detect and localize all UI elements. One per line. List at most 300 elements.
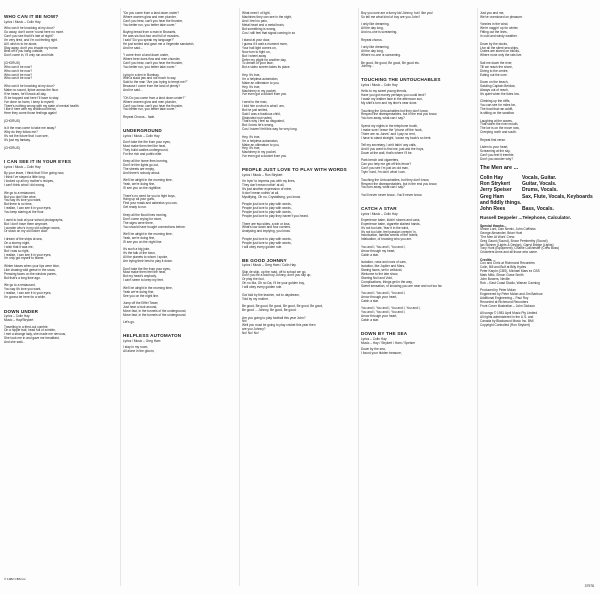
song-title-down-under: DOWN UNDER [4, 308, 39, 314]
lyric-line: Well you must be going to play cricket this year then [242, 323, 316, 328]
lyric-line: Where no-one is screaming. [361, 53, 401, 58]
lyric-line: But that's a long time ago. [4, 275, 41, 280]
lyric-line: Till we reach the shore, [480, 64, 513, 69]
verse [361, 159, 475, 175]
lyric-line: Get ready to run. [123, 205, 147, 210]
verse [242, 317, 356, 337]
lyric-line: Just hear a look around, [123, 304, 158, 309]
lyric-line: Jump off the Eiffel Tower, [123, 301, 159, 306]
lyric-line: Buying bread from a man in Brussels, [123, 30, 177, 35]
verse [242, 39, 356, 70]
lyric-line: Catch a star. [361, 318, 379, 323]
lyric-line: I'm only got myself to blame. [4, 256, 45, 261]
lyric-line: Make an ultimatum to you, [242, 80, 280, 85]
extra-credit: Russell Deppeler ...Telephone, Calculator. [480, 214, 572, 220]
lyric-line: I've even got a docket from you. [242, 154, 288, 159]
lyric-line: Is sitting on the sandbar. [480, 111, 515, 115]
lyric-line: I wash my leather face in the afternoon sun, [361, 97, 423, 102]
lyric-line: And he said... [123, 45, 143, 50]
lyric-line: All the day long, [361, 26, 384, 31]
lyric-line: I met a strange lady, she made me nervous, [4, 332, 66, 337]
lyric-line: Said I was a fractious child, [242, 111, 281, 116]
lyric-line: The ice is on the move now, [480, 126, 520, 131]
lyric-line: Where none only the rats live. [480, 53, 523, 58]
song-credit: Lyrics / Music – Colin Hay [361, 83, 398, 88]
lyric-line: All the day long, [361, 49, 384, 54]
lyric-line: Go away, don't come 'round here no more. [4, 29, 64, 34]
lyric-line: Additional Engineering – Paul Roy [480, 296, 529, 301]
lyric-line: 'The Men At Work' Crew: [480, 234, 515, 239]
verse [361, 23, 475, 35]
lyric-line: Because I come from the land of plenty? [123, 84, 181, 89]
lyric-line: Machines they can see in the night, [242, 14, 292, 19]
lyric-line: She took me in and gave me breakfast, [4, 336, 60, 341]
lyric-line: People just love to play with words, [242, 202, 292, 207]
lyric-line: You turn away, what can I say? [361, 185, 405, 190]
lyric-line: By your leave, I think that I'll be going now, [4, 171, 65, 176]
band-members [480, 175, 596, 213]
lyric-line: We'll be alright in the morning time, [123, 232, 173, 236]
lyric-line: Don't let the lights go out, [123, 162, 159, 167]
lyric-line: Distrusted not rusted, [242, 115, 273, 120]
lyric-line: Arrow through my heart, [361, 248, 396, 253]
lyric-line: On a hippie trail, head full of zombie, [4, 328, 56, 333]
lyric-line: Simon Lord, Dan Nemix, John Coffiniss [480, 226, 536, 231]
lyric-line: I've even got a docket from you. [242, 92, 288, 97]
lyric-line: You better run, you better take cover." [123, 22, 177, 27]
lyric-line: We've overdosed on pleasure. [480, 14, 523, 19]
lyric-line: But he just smiled, [242, 107, 269, 112]
lyric-line: If he hears, he'll knock all day, [4, 91, 47, 96]
verse [361, 144, 475, 156]
lyric-line: I said "Do you speak my language?" [123, 38, 175, 43]
column-divider [358, 8, 359, 586]
lyric-line: I have to stand straight, 'cause my back's so bent. [361, 135, 432, 140]
column-2 [123, 12, 237, 354]
lyric-line: They don't mean nothin' at all, [242, 183, 285, 188]
lyric-line: All the planets to whom I spoke, [123, 255, 169, 260]
verse [123, 97, 237, 113]
lyric-line: I only like dreaming, [361, 22, 390, 27]
lyric-line: Experience babe, cigarette stained hands, [361, 221, 421, 226]
lyric-line: My shirt's torn and my time's near done. [361, 101, 418, 106]
lyric-line: They build castles underground, [123, 147, 169, 152]
lyric-line: You and I, You and I, You and I, [361, 244, 406, 249]
lyric-line: Said to the man "Are you trying to tempt me?" [123, 80, 188, 85]
lyric-line: Respect the disrespectables, but in the end you know, [361, 112, 438, 117]
lyric-line: Yeah, we're doing fine, [123, 182, 156, 187]
lyric-line: Cos I still feel that signal coming in so [242, 30, 296, 35]
lyric-line: Touching the Untouchables but they don't know, [361, 108, 429, 113]
lyric-line: Analysing and implying, you know. [242, 229, 291, 234]
lyric-line: On a stormy night, [4, 240, 31, 245]
lyric-line: You turn away, what can I say? [361, 116, 405, 121]
lyric-line: Who can it be knocking at my door? [4, 83, 55, 88]
lyric-line: Make an ultimatum to you, [242, 142, 280, 147]
lyric-line: I'm gonna be here for a while. [4, 294, 46, 299]
lyric-line: Can't you see I'm just an old man, [361, 166, 409, 171]
lyric-line: Eating out the core. [480, 72, 508, 77]
lyric-line: Defer my plight for another day, [242, 57, 287, 62]
lyric-line: I've done no harm, I keep to myself, [4, 99, 55, 104]
lyric-line: But I was so right, [4, 248, 30, 253]
lyric-line: And no-one is screaming. [361, 30, 398, 35]
lyric-line: Keep all the flood lines moving, [123, 212, 168, 217]
lyric-line: I'll see you on the nightline. [123, 186, 162, 191]
verse [242, 223, 356, 235]
verse [361, 246, 475, 258]
lyric-line: Peter Karpin (CBS), Michael Mars ex CBS [480, 269, 540, 274]
lyric-line: And if you want to find me, just ask the boys, [361, 147, 425, 151]
lyric-line: I think I've stayed a little long. [4, 175, 46, 180]
column-divider [239, 8, 240, 586]
verse [123, 233, 237, 245]
verse [361, 125, 475, 141]
lyric-line: Keep all the home fires burning, [123, 159, 169, 164]
lyric-line: The boat that ran adrift, [480, 107, 514, 112]
verse [242, 294, 356, 302]
lyric-line: People just love to play with words, [242, 240, 292, 245]
lyric-line: Yeah, we're doing fine, [123, 235, 156, 240]
lyric-line: Can't you feel it tremble, [480, 153, 515, 158]
lyric-line: Catch a star. [361, 252, 379, 257]
lyric-line: To dream of your face, [242, 61, 274, 66]
verse [242, 136, 356, 159]
lyric-line: You say it's love you want, [4, 198, 42, 203]
lyric-line: Listen to your heart, [480, 145, 509, 150]
lyric-line: Hey, it's true, [242, 134, 261, 139]
lyric-line: Don't take the fire from your eyes, [123, 266, 171, 271]
lyric-line: Recorded at Richmond Recorders [480, 300, 529, 305]
lyric-line: Welcome to the late show, [361, 271, 399, 276]
recording-credits [480, 262, 596, 285]
verse [361, 46, 475, 58]
verse [123, 195, 237, 211]
song-credit: Lyrics / Music – Greg Ham / Colin Hay [242, 263, 296, 268]
song-title-who-can-it-be-now: WHO CAN IT BE NOW? [4, 14, 59, 19]
verse [4, 172, 118, 188]
lyric-line: You can see for miles far, [480, 103, 516, 108]
lyric-line: All I wish is to be alone, [4, 41, 38, 46]
lyric-line: All songs © 1981 April Music Pty Limited [480, 311, 538, 316]
lyric-line: Live all the silent sea ships, [480, 45, 519, 50]
lyric-line: And I feel no pain, [242, 18, 268, 23]
band-heading: The Men are ... [480, 164, 519, 171]
lyric-line: Can't you hear, can't you hear the thunder, [123, 18, 183, 23]
lyric-line: Be good, Be good, Be good, Be good, Be good, Be good, [242, 304, 323, 309]
lyric-line: Is it the man come to take me away? [4, 126, 56, 131]
lyric-line: I'm very tired, and I'm not feeling right. [4, 37, 58, 42]
lyric-line: Can't you hear, can't you hear the thunder, [123, 61, 183, 66]
lyric-line: All alone in the gloom, [123, 349, 155, 354]
verse [123, 54, 237, 70]
song-credit: Lyrics / Music – Colin Hay [4, 165, 41, 170]
lyric-line: No! [242, 319, 247, 324]
verse [123, 12, 237, 28]
lyric-line: There are two sides, a win or loss, [242, 221, 291, 226]
lyric-line: I realise, I can see it in your eyes, [4, 290, 52, 295]
song-title-underground: UNDERGROUND [123, 127, 162, 133]
song-credit: Lyrics / Music – Colin Hay [361, 211, 398, 216]
verse [242, 305, 356, 313]
lyric-line: I only like dreaming, [361, 45, 390, 50]
lyric-line: In cold and windy weather. [480, 34, 518, 39]
lyric-line: You'll never never know...You'll never know. [361, 192, 423, 197]
verse [123, 302, 237, 318]
lyric-line: Don't come in, I'll only run and hide. [4, 53, 55, 58]
verse [4, 66, 118, 82]
lyric-line: I realise, I can see it in your eyes, [4, 206, 52, 211]
lyric-line: Who can it be now? [4, 76, 32, 81]
verse [123, 31, 237, 51]
song-credit: Music – Hay/Strykert [4, 318, 34, 323]
column-divider [477, 8, 478, 586]
lyric-line: Down at the wall, that's where I'll be. [361, 150, 413, 155]
lyric-line: Down by the docks, [480, 41, 508, 46]
lyric-line: I'm tryin' to impress you with my lines, [242, 179, 296, 184]
lyric-line: I guess if it wait a moment more, [242, 41, 288, 46]
lyric-line: I'll see you on the night line. [123, 239, 163, 244]
verse [4, 27, 118, 58]
song-credit: Lyrics – Colin Hay [361, 336, 387, 341]
lyric-line: Can't you hear, can't you hear the thunder, [123, 103, 183, 108]
verse [4, 85, 118, 116]
verse [480, 146, 596, 162]
lyric-line: Now turn to fight on, [242, 49, 271, 54]
verse [242, 101, 356, 132]
column-3 [242, 12, 356, 336]
lyric-line: But I don't have them anymore, [4, 221, 49, 226]
lyric-line: Con and Chris at Richmond Recorders [480, 261, 535, 266]
lyric-line: What's low down and four corners, [242, 225, 291, 230]
lyric-line: It's not too late, feel passion creepin' in, [361, 229, 417, 234]
lyric-line: He just smiled and gave me a Vegemite sandwich, [123, 41, 195, 46]
lyric-line: That storm the river mouth, [480, 122, 519, 127]
special-thanks-label: Special thanks... [480, 223, 507, 228]
lyric-line: Arrow through your heart, [361, 314, 398, 319]
lyric-line: You should have bought connections before. [123, 224, 186, 229]
lyric-line: Where women glow and men plunder, [123, 14, 177, 19]
lyric-line: Spend my nights in the telephone booth, [361, 123, 419, 128]
song-title-be-good-johnny: BE GOOD JOHNNY [242, 257, 287, 263]
lyric-line: Boy you sure are a funny kid Johnny, but I like you! [361, 11, 433, 15]
lyric-line: Screaming at the sky, [480, 149, 511, 154]
lyric-line: I realise, I can see it in your eyes, [4, 252, 52, 257]
verse [361, 307, 475, 323]
verse [361, 194, 475, 198]
lyric-line: Move fast, in the tunnels of the underground, [123, 308, 187, 313]
lyric-line: I'm a helpless automaton, [242, 138, 279, 143]
verse [123, 179, 237, 191]
song-title-touching: TOUCHING THE UNTOUCHABLES [361, 77, 441, 83]
lyric-line: Saluting Captain Beldow, [480, 83, 516, 88]
verse [480, 120, 596, 136]
lyric-line: Staring faces, set in celluloid, [361, 268, 403, 272]
lyric-line: Infatuation, of knowing who you are. [361, 237, 413, 242]
verse [361, 348, 475, 356]
lyric-line: Ian Skinner (Lights & Design), Garryl Bridge (Lights) [480, 242, 554, 247]
lyric-line: Down on the beach, [480, 80, 509, 85]
lyric-line: You better run, you better take cover." [123, 65, 177, 70]
lyric-line: There are no Jones" and I pay no rent, [361, 131, 416, 136]
lyric-line: Oh no Ma, Oh no Da, I'll be your golden boy, [242, 281, 305, 286]
lyric-line: Machinery in my pocket, [242, 150, 277, 155]
lyric-line: Why do they follow me? [4, 130, 38, 135]
lyric-line: Canada by Blackwood Music Inc. BMI [480, 319, 534, 324]
lyric-line: But I wheel away [242, 53, 267, 58]
lyric-line: I'll be trapped and here I'll have to stay. [4, 95, 60, 100]
lyric-line: I went to the man, [242, 99, 268, 104]
lyric-line: I found your hidden treasure, [361, 350, 402, 355]
lyric-line: Can't you see that it's late at night? [4, 33, 54, 38]
lyric-line: We'll be alright in the morning time, [123, 285, 173, 290]
lyric-line: Colin, Bill and Bulf at Billy Hydes [480, 265, 527, 270]
lyric-line: Make no sound, tiptoe across the floor. [4, 87, 59, 92]
lyric-line: Be good, Be good, Be good, Be good etc. [361, 60, 420, 65]
lyric-line: Can you help me get off this fence? [361, 162, 412, 167]
lyric-line: But something is wrong, [242, 26, 277, 31]
verse [480, 12, 596, 20]
lyric-line: Respect the disrespectables, but in the end you know, [361, 181, 438, 186]
lyric-line: You better run, you better take cover." [123, 107, 177, 112]
lyric-line: Skip de skip, up the road, off to school we go, [242, 269, 307, 274]
lyric-line: Hey, it's true, [242, 84, 261, 89]
lyric-line: Intoxication, familiar smells of the hotels, [361, 233, 419, 238]
member-name: John Rees [480, 206, 506, 213]
lyric-line: Sail me down the river, [480, 60, 513, 65]
catalog-number: 37978 [584, 584, 594, 588]
lyric-line: "Oh Do you come from a land down under?" [123, 95, 186, 100]
song-credit: Lyrics – Colin Hay [4, 314, 30, 319]
lyric-line: Pressing faces on the window panes, [4, 271, 57, 276]
column-divider [120, 8, 121, 586]
verse [123, 248, 237, 264]
lyric-line: Must make them feel the heat, [123, 143, 166, 148]
lyric-line: You and I, You and I, You and I, [361, 291, 406, 296]
verse [123, 346, 237, 354]
lyric-line: Where beer does flow and men chunder, [123, 57, 181, 62]
lyric-line: You and I, You and I, You and I, You and I, [361, 306, 421, 311]
lyric-line: "I come from a land down under, [123, 53, 169, 58]
lyric-line: There's no need for you to fight boys, [123, 193, 176, 198]
verse [242, 180, 356, 200]
lyric-line: But my head's anybody, [123, 274, 157, 279]
lyric-line: Isolation, rows and rows of cars, [361, 260, 407, 265]
lyric-line: The signs were there, [123, 220, 154, 225]
verse [361, 179, 475, 191]
lyric-line: Fitting out the lines, [480, 30, 508, 35]
verse [123, 160, 237, 176]
lyric-line: Who can it be knocking at my door? [4, 26, 55, 30]
lyric-line: Lying in a den in Bombay, [123, 72, 160, 77]
lyric-line: Must make them feel the heat, [123, 270, 166, 275]
lyric-line: It's such a big joke, [123, 247, 151, 252]
lyric-line: Yeah we're doing fine, [123, 289, 155, 294]
member-name: Jerry Speiser [480, 187, 512, 194]
lyric-line: Rob – East Coast Studio, Warran Canning [480, 280, 540, 285]
lyric-line: I will obey every golden rule. [242, 244, 283, 249]
column-4 [361, 12, 475, 356]
verse [242, 74, 356, 97]
verse [123, 141, 237, 157]
lyric-line: Are you going to play football this year John? [242, 315, 306, 320]
verse [361, 110, 475, 122]
lyric-line: I like it here with my childhood friend, [4, 107, 57, 112]
lyric-line: So tell me what kind of boy are you John? [361, 14, 421, 19]
lyric-line: Got told by the teacher, not to daydream, [242, 292, 300, 297]
lyric-line: Be good ... Johnny, Be good, Be good. [242, 308, 297, 312]
lyric-line: Or play the fool, [242, 277, 265, 282]
verse [4, 284, 118, 300]
verse [480, 62, 596, 78]
lyric-line: Park bench and cigarettes, [361, 158, 399, 163]
lyric-line: Tony Hunt (Equipment), Charlie Colchester (Crew Boss) [480, 246, 560, 251]
verse [123, 74, 237, 94]
lyric-line: Don't take the fire from your eyes, [123, 139, 171, 144]
verse [242, 203, 356, 219]
lyric-line: See you on the night line. [123, 293, 159, 298]
lyric-line: I told him a robot is what I am, [242, 103, 285, 108]
song-title-people-just-love: PEOPLE JUST LOVE TO PLAY WITH WORDS [242, 167, 347, 173]
lyric-line: I make sure I leave the "phone off the hook, [361, 127, 423, 132]
song-credit: Lyrics / Music – Ron Strykert [242, 172, 283, 177]
band-member [480, 206, 596, 212]
lyric-line: Hey, it's true, [242, 72, 261, 77]
chorus-label: (CHORUS) [4, 60, 20, 65]
lyric-line: Move fast, in the tunnels of the underground. [123, 312, 187, 317]
lyric-line: It don't mean nothin' at all, [242, 190, 280, 195]
lyric-line: I looked up all my mother's recipes, [4, 179, 54, 184]
lyric-line: It's just my fantasy. [4, 138, 31, 143]
lyric-line: Copyright Controlled (Ron Strykert) [480, 323, 530, 328]
lyric-line: I'm a helpless automaton, [242, 76, 279, 81]
column-5 [480, 12, 596, 328]
lyric-line: For the rich and public elite. [123, 151, 163, 156]
verse [361, 219, 475, 242]
thanks-list [480, 228, 596, 255]
band-member [480, 194, 596, 207]
lyric-line: Who can it be now? [4, 64, 32, 69]
lyric-line: Hang up all your guns, [123, 197, 155, 202]
verse [480, 81, 596, 97]
lyric-line: I can't seem to keep my feet. [123, 278, 164, 283]
lyric-line: Tell my secretary, I ain't takin' any calls, [361, 143, 417, 148]
song-title-down-by-the-sea: DOWN BY THE SEA [361, 331, 408, 337]
verse [242, 12, 356, 35]
member-name: Colin Hay [480, 174, 504, 181]
lyric-line: Sweet sensation, of knowing you are near and not too far. [361, 283, 443, 288]
lyric-line: Experience babe, kickin' stones and cans, [361, 217, 421, 222]
lyric-line: Touching the Untouchables, but they don't know, [361, 177, 430, 182]
footer-copyright: © 1982 CBS Inc. [4, 577, 27, 581]
lyric-line: All rights administered in the U.S. and [480, 315, 534, 320]
lyric-line: Mark Mitic, Simon Gowe Smith [480, 272, 524, 277]
lyric-line: Find your mask and asbestos you can, [123, 201, 178, 206]
lyric-line: Don't you wonder why? [480, 156, 514, 161]
lyric-line: Diving to the centre, [480, 68, 509, 73]
member-role: Bass, Vocals. [522, 206, 554, 213]
lyric-line: Just you and me, [480, 11, 505, 15]
lyric-line: And she said... [4, 340, 26, 345]
lyric-line: No! No! No! [242, 331, 259, 336]
legal-notice [480, 312, 596, 328]
lyric-line: Who can it be now? [4, 72, 32, 77]
lyric-line: Travelling in a fried-out combie, [4, 324, 49, 329]
verse [4, 192, 118, 215]
lyric-line: Starring Null and Void, [361, 275, 393, 280]
verse [361, 12, 475, 20]
verse [4, 238, 118, 261]
